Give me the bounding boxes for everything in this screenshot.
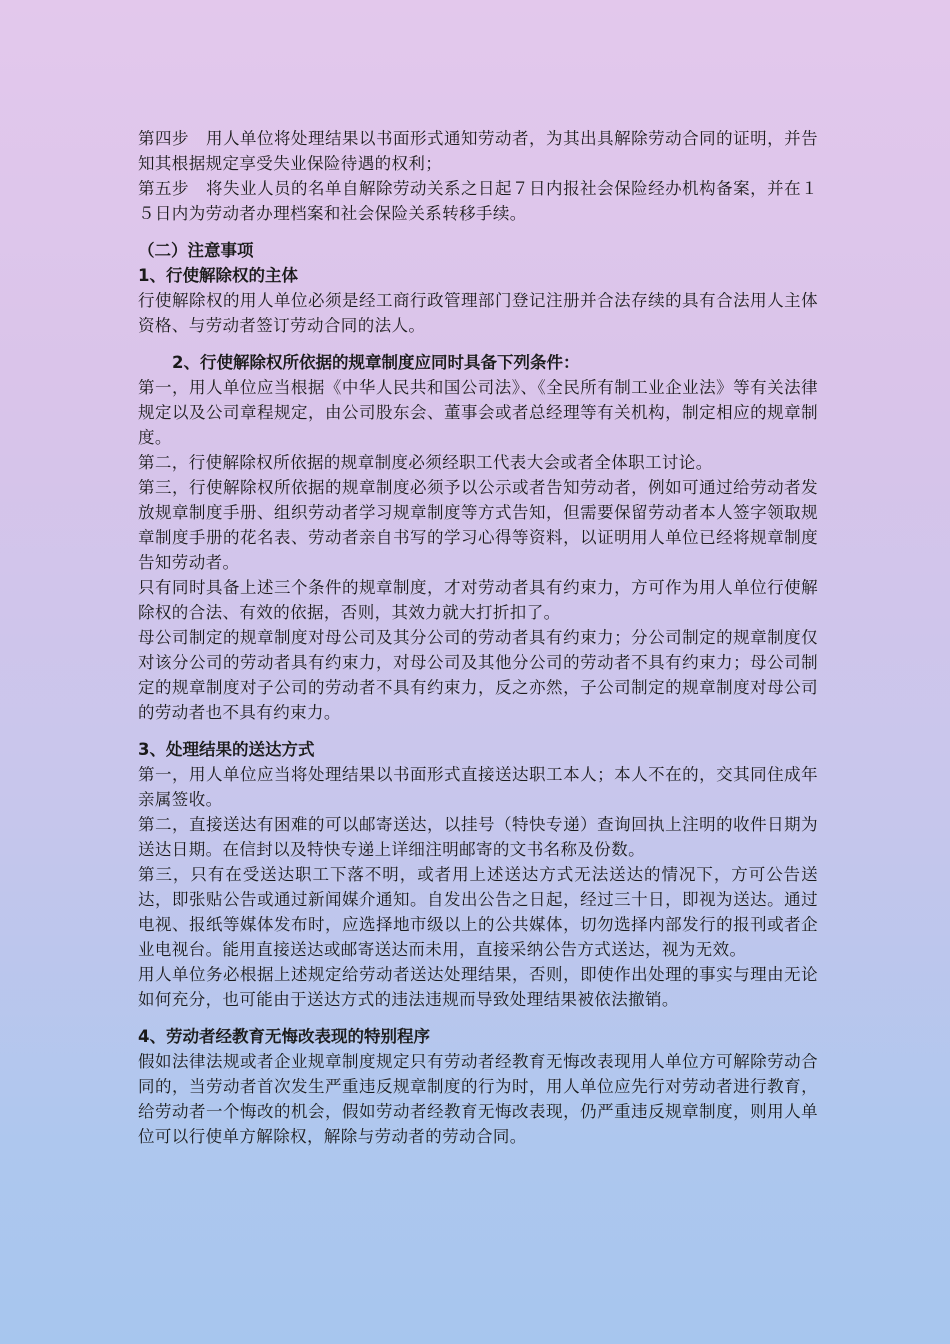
- paragraph: 只有同时具备上述三个条件的规章制度，才对劳动者具有约束力，方可作为用人单位行使解除权的合法、有效的依据，否则，其效力就大打折扣了。: [138, 578, 818, 622]
- document-body: [138, 126, 818, 1149]
- paragraph: 母公司制定的规章制度对母公司及其分公司的劳动者具有约束力；分公司制定的规章制度仅对该分公司的劳动者具有约束力，对母公司及其他分公司的劳动者不具有约束力；母公司制定的规章制度对子公司的劳动者不具有约束力，反之亦然，子公司制定的规章制度对母公司的劳动者也不具有约束力。: [138, 628, 818, 722]
- spacer: [138, 226, 818, 238]
- subheading-3: 3、处理结果的送达方式: [138, 740, 315, 759]
- spacer: [138, 338, 818, 350]
- paragraph: 第二，行使解除权所依据的规章制度必须经职工代表大会或者全体职工讨论。: [138, 453, 713, 472]
- paragraph: 第一，用人单位应当根据《中华人民共和国公司法》、《全民所有制工业企业法》等有关法律规定以及公司章程规定，由公司股东会、董事会或者总经理等有关机构，制定相应的规章制度。: [138, 378, 818, 447]
- paragraph: 用人单位务必根据上述规定给劳动者送达处理结果，否则，即使作出处理的事实与理由无论如何充分，也可能由于送达方式的违法违规而导致处理结果被依法撤销。: [138, 965, 818, 1009]
- spacer: [138, 1012, 818, 1024]
- paragraph: 行使解除权的用人单位必须是经工商行政管理部门登记注册并合法存续的具有合法用人主体资格、与劳动者签订劳动合同的法人。: [138, 291, 818, 335]
- paragraph: 第三，行使解除权所依据的规章制度必须予以公示或者告知劳动者，例如可通过给劳动者发放规章制度手册、组织劳动者学习规章制度等方式告知，但需要保留劳动者本人签字领取规章制度手册的花名表、劳动者亲自书写的学习心得等资料，以证明用人单位已经将规章制度告知劳动者。: [138, 478, 818, 572]
- subheading-2: 2、行使解除权所依据的规章制度应同时具备下列条件：: [172, 353, 580, 372]
- paragraph: 第三，只有在受送达职工下落不明，或者用上述送达方式无法送达的情况下，方可公告送达，即张贴公告或通过新闻媒介通知。自发出公告之日起，经过三十日，即视为送达。通过电视、报纸等媒体发布时，应选择地市级以上的公共媒体，切勿选择内部发行的报刊或者企业电视台。能用直接送达或邮寄送达而未用，直接采纳公告方式送达，视为无效。: [138, 865, 818, 959]
- paragraph: 第二，直接送达有困难的可以邮寄送达，以挂号（特快专递）查询回执上注明的收件日期为送达日期。在信封以及特快专递上详细注明邮寄的文书名称及份数。: [138, 815, 818, 859]
- paragraph: 第一，用人单位应当将处理结果以书面形式直接送达职工本人；本人不在的，交其同住成年亲属签收。: [138, 765, 818, 809]
- paragraph: 假如法律法规或者企业规章制度规定只有劳动者经教育无悔改表现用人单位方可解除劳动合同的，当劳动者首次发生严重违反规章制度的行为时，用人单位应先行对劳动者进行教育，给劳动者一个悔改的机会，假如劳动者经教育无悔改表现，仍严重违反规章制度，则用人单位可以行使单方解除权，解除与劳动者的劳动合同。: [138, 1052, 818, 1146]
- step-five-paragraph: 第五步 将失业人员的名单自解除劳动关系之日起７日内报社会保险经办机构备案，并在１５日内为劳动者办理档案和社会保险关系转移手续。: [138, 179, 818, 223]
- subheading-1: 1、行使解除权的主体: [138, 266, 298, 285]
- subheading-4: 4、劳动者经教育无悔改表现的特别程序: [138, 1027, 430, 1046]
- step-four-paragraph: 第四步 用人单位将处理结果以书面形式通知劳动者，为其出具解除劳动合同的证明，并告知其根据规定享受失业保险待遇的权利；: [138, 129, 818, 173]
- section-heading-notes: （二）注意事项: [138, 241, 254, 260]
- spacer: [138, 725, 818, 737]
